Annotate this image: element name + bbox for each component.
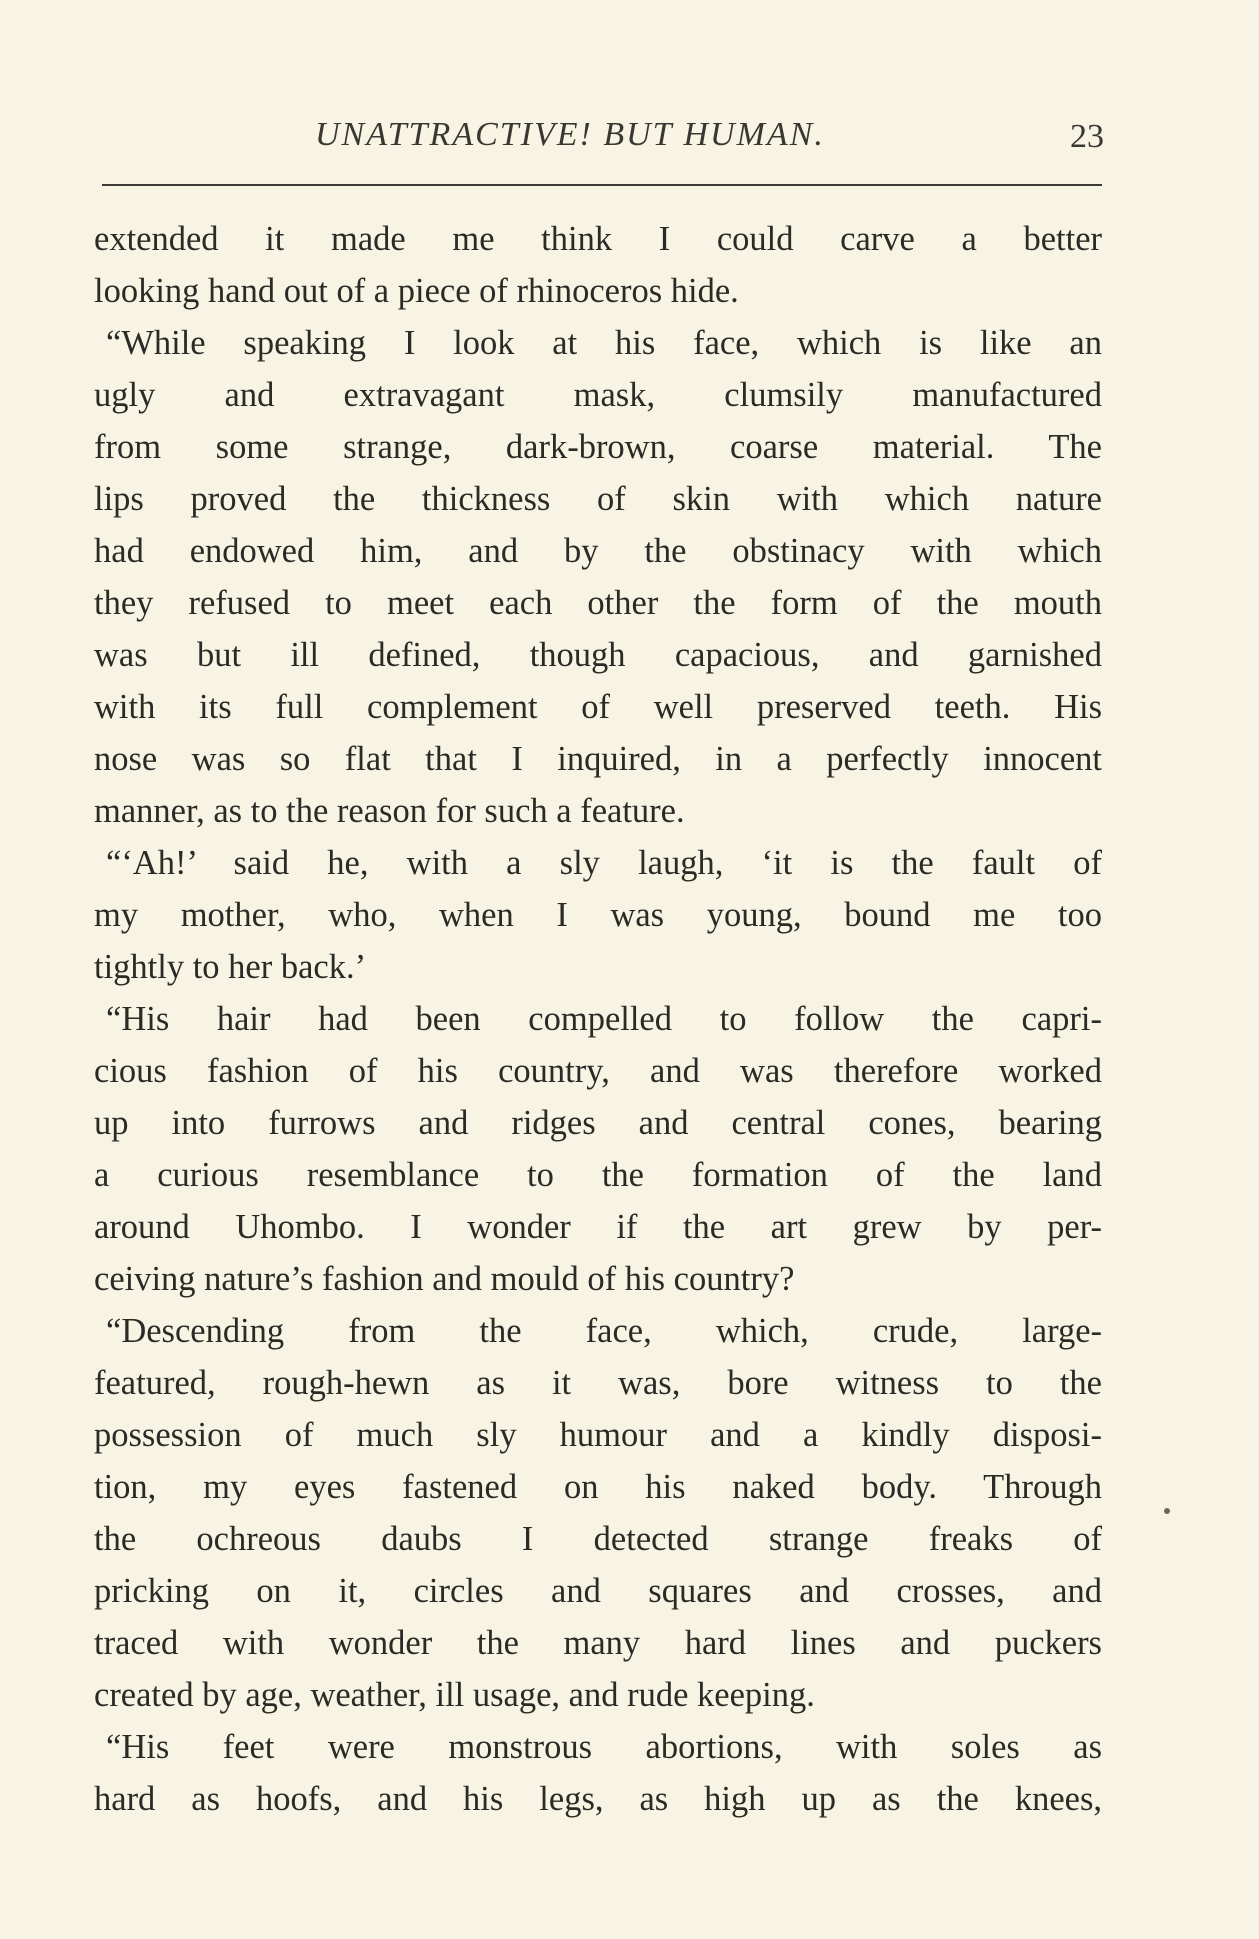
text-line: with its full complement of well preserved teeth. His	[94, 688, 1102, 726]
text-line: the ochreous daubs I detected strange freaks of	[94, 1520, 1102, 1558]
text-line: cious fashion of his country, and was therefore worked	[94, 1052, 1102, 1090]
text-line: ceiving nature’s fashion and mould of his country?	[94, 1260, 795, 1298]
ink-speck	[1164, 1508, 1170, 1514]
text-line: up into furrows and ridges and central cones, bearing	[94, 1104, 1102, 1142]
running-head	[100, 112, 1104, 162]
text-line: “While speaking I look at his face, which is like an	[106, 324, 1102, 362]
text-line: tion, my eyes fastened on his naked body. Through	[94, 1468, 1102, 1506]
text-line: was but ill defined, though capacious, and garnished	[94, 636, 1102, 674]
text-line: they refused to meet each other the form of the mouth	[94, 584, 1102, 622]
text-line: had endowed him, and by the obstinacy with which	[94, 532, 1102, 570]
text-line: “‘Ah!’ said he, with a sly laugh, ‘it is the fault of	[106, 844, 1102, 882]
text-line: created by age, weather, ill usage, and rude keeping.	[94, 1676, 815, 1714]
text-line: around Uhombo. I wonder if the art grew by per-	[94, 1208, 1102, 1246]
text-line: tightly to her back.’	[94, 948, 367, 986]
text-line: hard as hoofs, and his legs, as high up as the knees,	[94, 1780, 1102, 1818]
text-line: extended it made me think I could carve a better	[94, 220, 1102, 258]
text-line: nose was so flat that I inquired, in a perfectly innocent	[94, 740, 1102, 778]
header-rule	[102, 184, 1102, 186]
text-line: “His hair had been compelled to follow the capri-	[106, 1000, 1102, 1038]
text-line: from some strange, dark-brown, coarse material. The	[94, 428, 1102, 466]
text-line: possession of much sly humour and a kindly disposi-	[94, 1416, 1102, 1454]
text-line: my mother, who, when I was young, bound me too	[94, 896, 1102, 934]
text-line: a curious resemblance to the formation of the land	[94, 1156, 1102, 1194]
text-line: lips proved the thickness of skin with which nature	[94, 480, 1102, 518]
body-text	[94, 213, 1102, 1825]
text-line: “His feet were monstrous abortions, with soles as	[106, 1728, 1102, 1766]
text-line: looking hand out of a piece of rhinoceros hide.	[94, 272, 739, 310]
text-line: “Descending from the face, which, crude, large-	[106, 1312, 1102, 1350]
text-line: featured, rough-hewn as it was, bore witness to the	[94, 1364, 1102, 1402]
text-line: pricking on it, circles and squares and crosses, and	[94, 1572, 1102, 1610]
page-number: 23	[1070, 118, 1104, 155]
text-line: ugly and extravagant mask, clumsily manufactured	[94, 376, 1102, 414]
text-line: manner, as to the reason for such a feature.	[94, 792, 685, 830]
running-head-title: UNATTRACTIVE! BUT HUMAN.	[315, 116, 825, 153]
text-line: traced with wonder the many hard lines and puckers	[94, 1624, 1102, 1662]
